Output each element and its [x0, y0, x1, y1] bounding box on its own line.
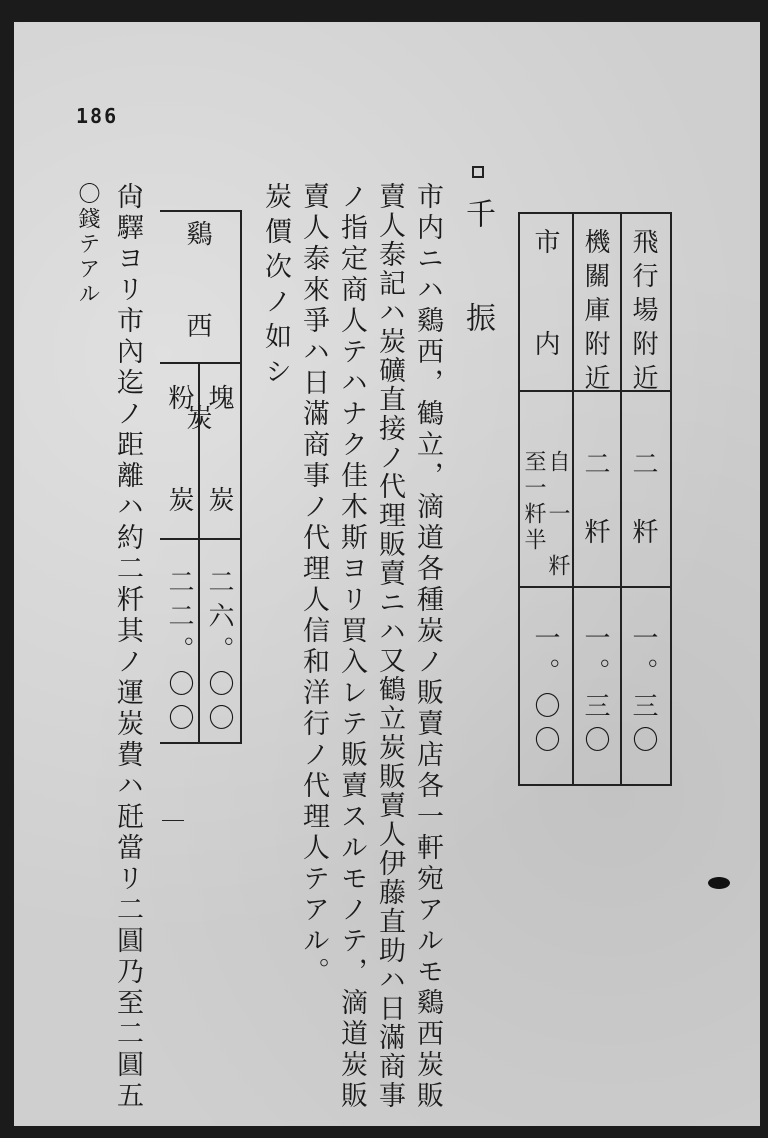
freight-place-2: 機關庫附近	[580, 228, 610, 398]
paragraph-line-4: 賣人泰來爭ハ日滿商事ノ代理人信和洋行ノ代理人テアル。	[298, 182, 329, 988]
paragraph-line-1: 市内ニハ鷄西，鶴立，滴道各種炭ノ販賣店各一軒宛アルモ鷄西炭販	[412, 182, 443, 1112]
price-kind-fine: 粉 炭	[164, 384, 194, 520]
freight-table	[518, 212, 672, 786]
freight-cost-2: 一。三〇	[580, 624, 610, 760]
paragraph-line-3: ノ指定商人テハナク佳木斯ヨリ買入レテ販賣スルモノテ，滴道炭販	[336, 182, 367, 1112]
freight-table-divider	[520, 586, 670, 588]
paragraph-line-5: 炭價次ノ如シ	[260, 182, 291, 392]
freight-table-divider	[572, 214, 574, 784]
freight-cost-3: 一。〇〇	[530, 624, 560, 760]
paragraph-line-2: 賣人泰記ハ炭礦直接ノ代理販賣ニハ又鶴立炭販賣人伊藤直助ハ日滿商事	[374, 182, 405, 1110]
freight-distance-3a: 自 一 粁	[545, 450, 570, 580]
price-kind-lump: 塊 炭	[204, 384, 234, 520]
freight-table-divider	[620, 214, 622, 784]
freight-distance-1: 二 粁	[628, 450, 658, 552]
closing-line-1: 尙驛ヨリ市內迄ノ距離ハ約二粁其ノ運炭費ハ瓩當リ二圓乃至二圓五	[112, 182, 143, 1112]
price-table-divider	[160, 538, 240, 540]
price-value-lump: 二六。〇〇	[204, 568, 234, 738]
price-table-header: 鷄 西 炭	[182, 220, 212, 450]
scanned-page	[14, 22, 760, 1126]
page-number: 186	[76, 104, 119, 128]
scan-mark	[162, 820, 184, 821]
freight-place-1: 飛行場附近	[628, 228, 658, 398]
freight-distance-2: 二 粁	[580, 450, 610, 552]
price-table	[160, 210, 242, 744]
scan-smudge	[708, 877, 730, 889]
section-bullet-mark	[472, 166, 484, 178]
section-heading: 千 振	[460, 198, 495, 354]
freight-place-3: 市 内	[530, 228, 560, 364]
price-value-fine: 二二。〇〇	[164, 568, 194, 738]
closing-line-2: 〇錢テアル	[75, 182, 100, 307]
freight-distance-3b: 至一粁半	[521, 450, 546, 554]
freight-cost-1: 一。三〇	[628, 624, 658, 760]
